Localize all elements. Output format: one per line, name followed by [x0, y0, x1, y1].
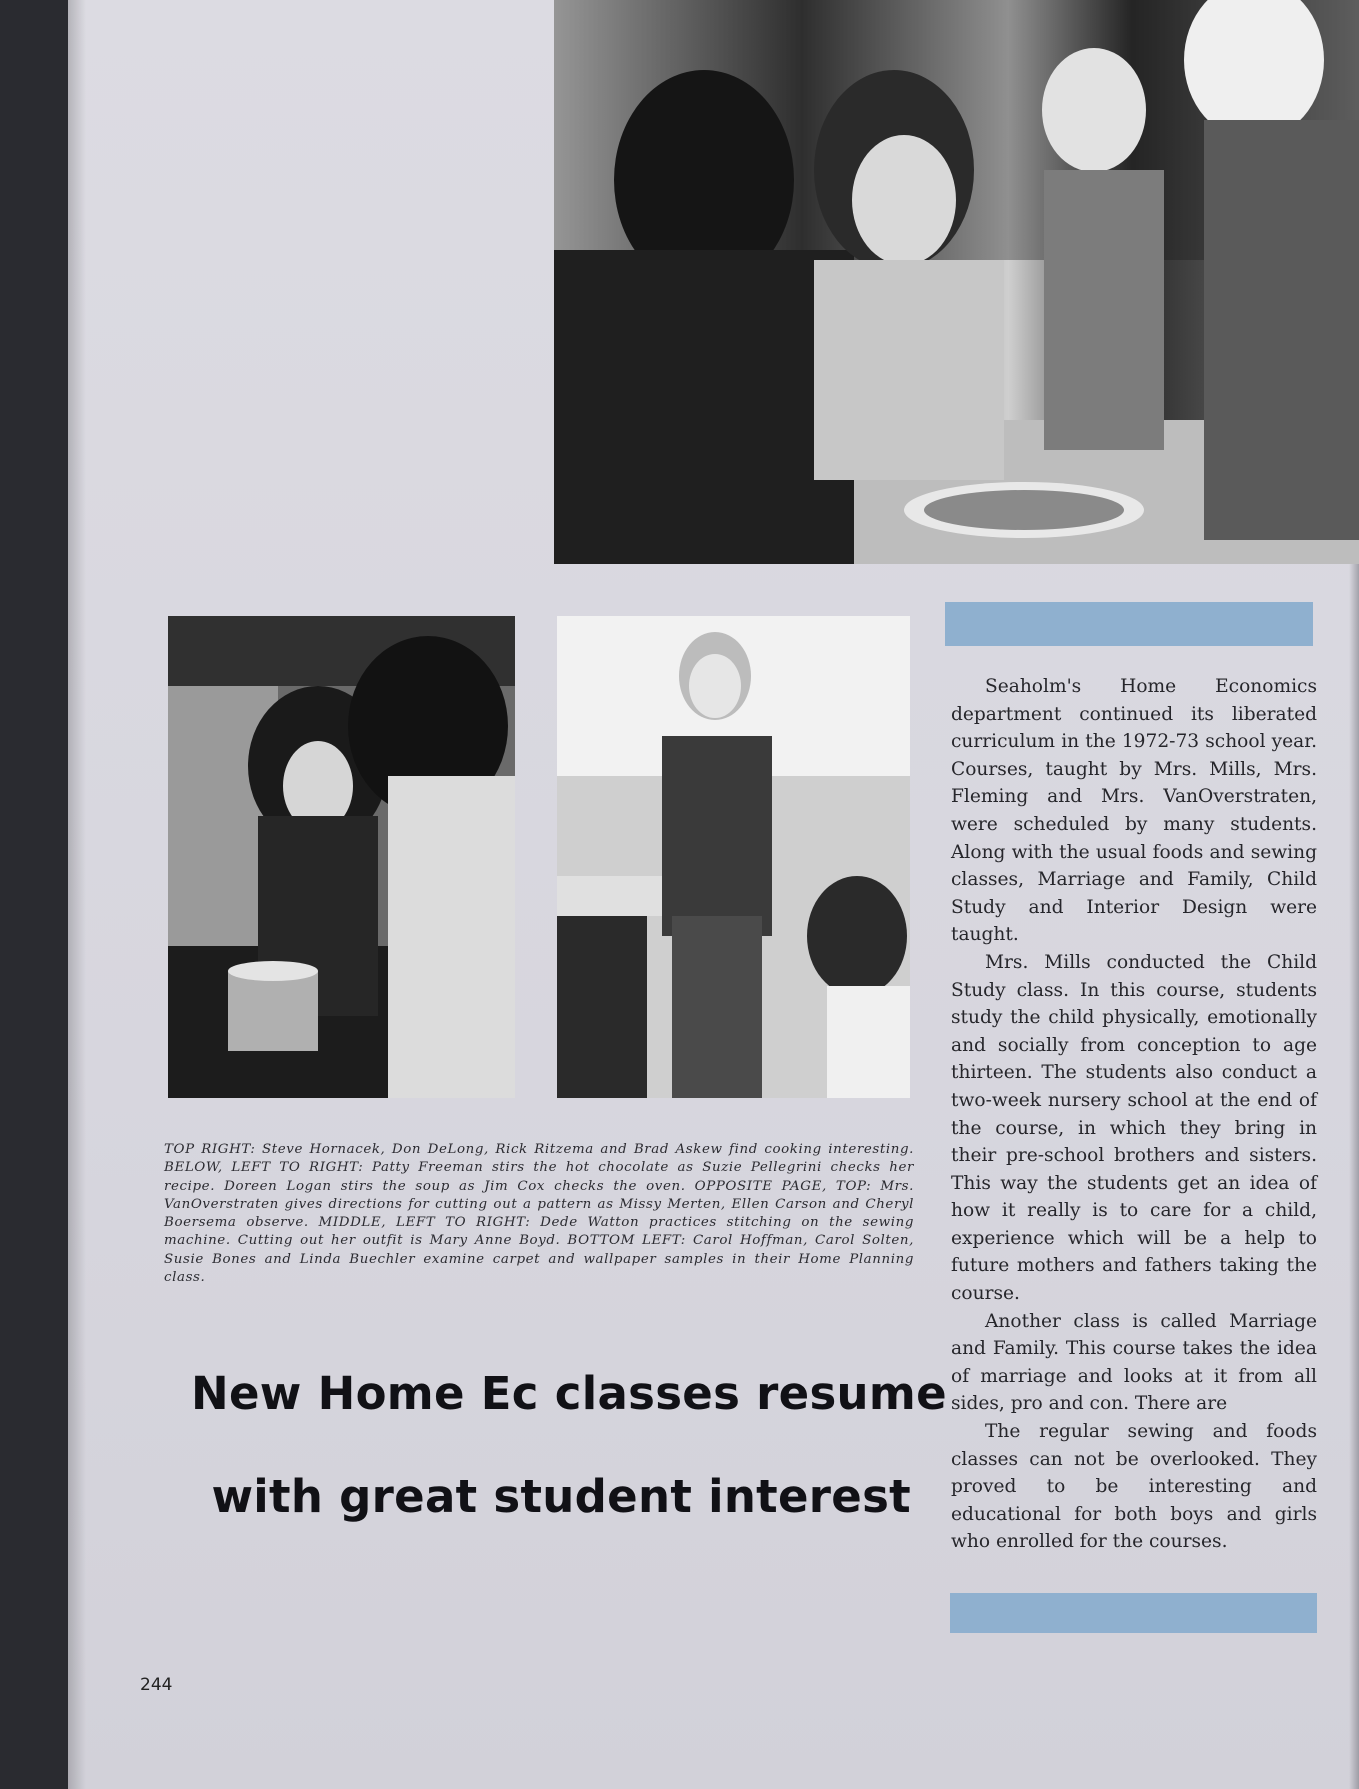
photo-boys-cooking — [554, 0, 1359, 564]
photo-girls-stirring — [168, 616, 515, 1098]
accent-bar-top — [945, 602, 1313, 646]
photo-girl-oven — [557, 616, 910, 1098]
article-paragraph-1: Seaholm's Home Economics department continued its liberated curriculum in the 1972-73 school year. Courses, taught by Mrs. Mills, Mrs. Fleming and Mrs. VanOverstraten, were scheduled by many students. Along with the usual foods and sewing classes, Marriage and Family, Child Study and Interior Design were taught. — [951, 676, 1317, 946]
accent-bar-bottom — [950, 1593, 1317, 1633]
headline-line-1: New Home Ec classes resume — [191, 1367, 947, 1420]
headline-line-2: with great student interest — [211, 1470, 911, 1523]
photo-girls-stirring-image — [168, 616, 515, 1098]
yearbook-page — [68, 0, 1359, 1789]
article-body — [951, 673, 1317, 1556]
photo-caption: TOP RIGHT: Steve Hornacek, Don DeLong, Rick Ritzema and Brad Askew find cooking interesting. BELOW, LEFT TO RIGHT: Patty Freeman stirs the hot chocolate as Suzie Pellegrini checks her recipe. Doreen Logan stirs the soup as Jim Cox checks the oven. OPPOSITE PAGE, TOP: Mrs. VanOverstraten gives directions for cutting out a pattern as Missy Merten, Ellen Carson and Cheryl Boersema observe. MIDDLE, LEFT TO RIGHT: Dede Watton practices stitching on the sewing machine. Cutting out her outfit is Mary Anne Boyd. BOTTOM LEFT: Carol Hoffman, Carol Solten, Susie Bones and Linda Buechler examine carpet and wallpaper samples in their Home Planning class. — [164, 1142, 914, 1286]
article-paragraph-4: The regular sewing and foods classes can not be overlooked. They proved to be interesting and educational for both boys and girls who enrolled for the courses. — [951, 1421, 1317, 1553]
article-paragraph-3: Another class is called Marriage and Family. This course takes the idea of marriage and looks at it from all sides, pro and con. There are — [951, 1310, 1317, 1415]
page-number: 244 — [140, 1675, 173, 1695]
photo-boys-cooking-image — [554, 0, 1359, 564]
photo-girl-oven-image — [557, 616, 910, 1098]
article-paragraph-2: Mrs. Mills conducted the Child Study class. In this course, students study the child physically, emotionally and socially from conception to age thirteen. The students also conduct a two-week nursery school at the end of the course, in which they bring in their pre-school brothers and sisters. This way the students get an idea of how it really is to care for a child, experience which will be a help to future mothers and fathers taking the course. — [951, 951, 1317, 1305]
page-edge-shadow — [68, 0, 86, 1789]
